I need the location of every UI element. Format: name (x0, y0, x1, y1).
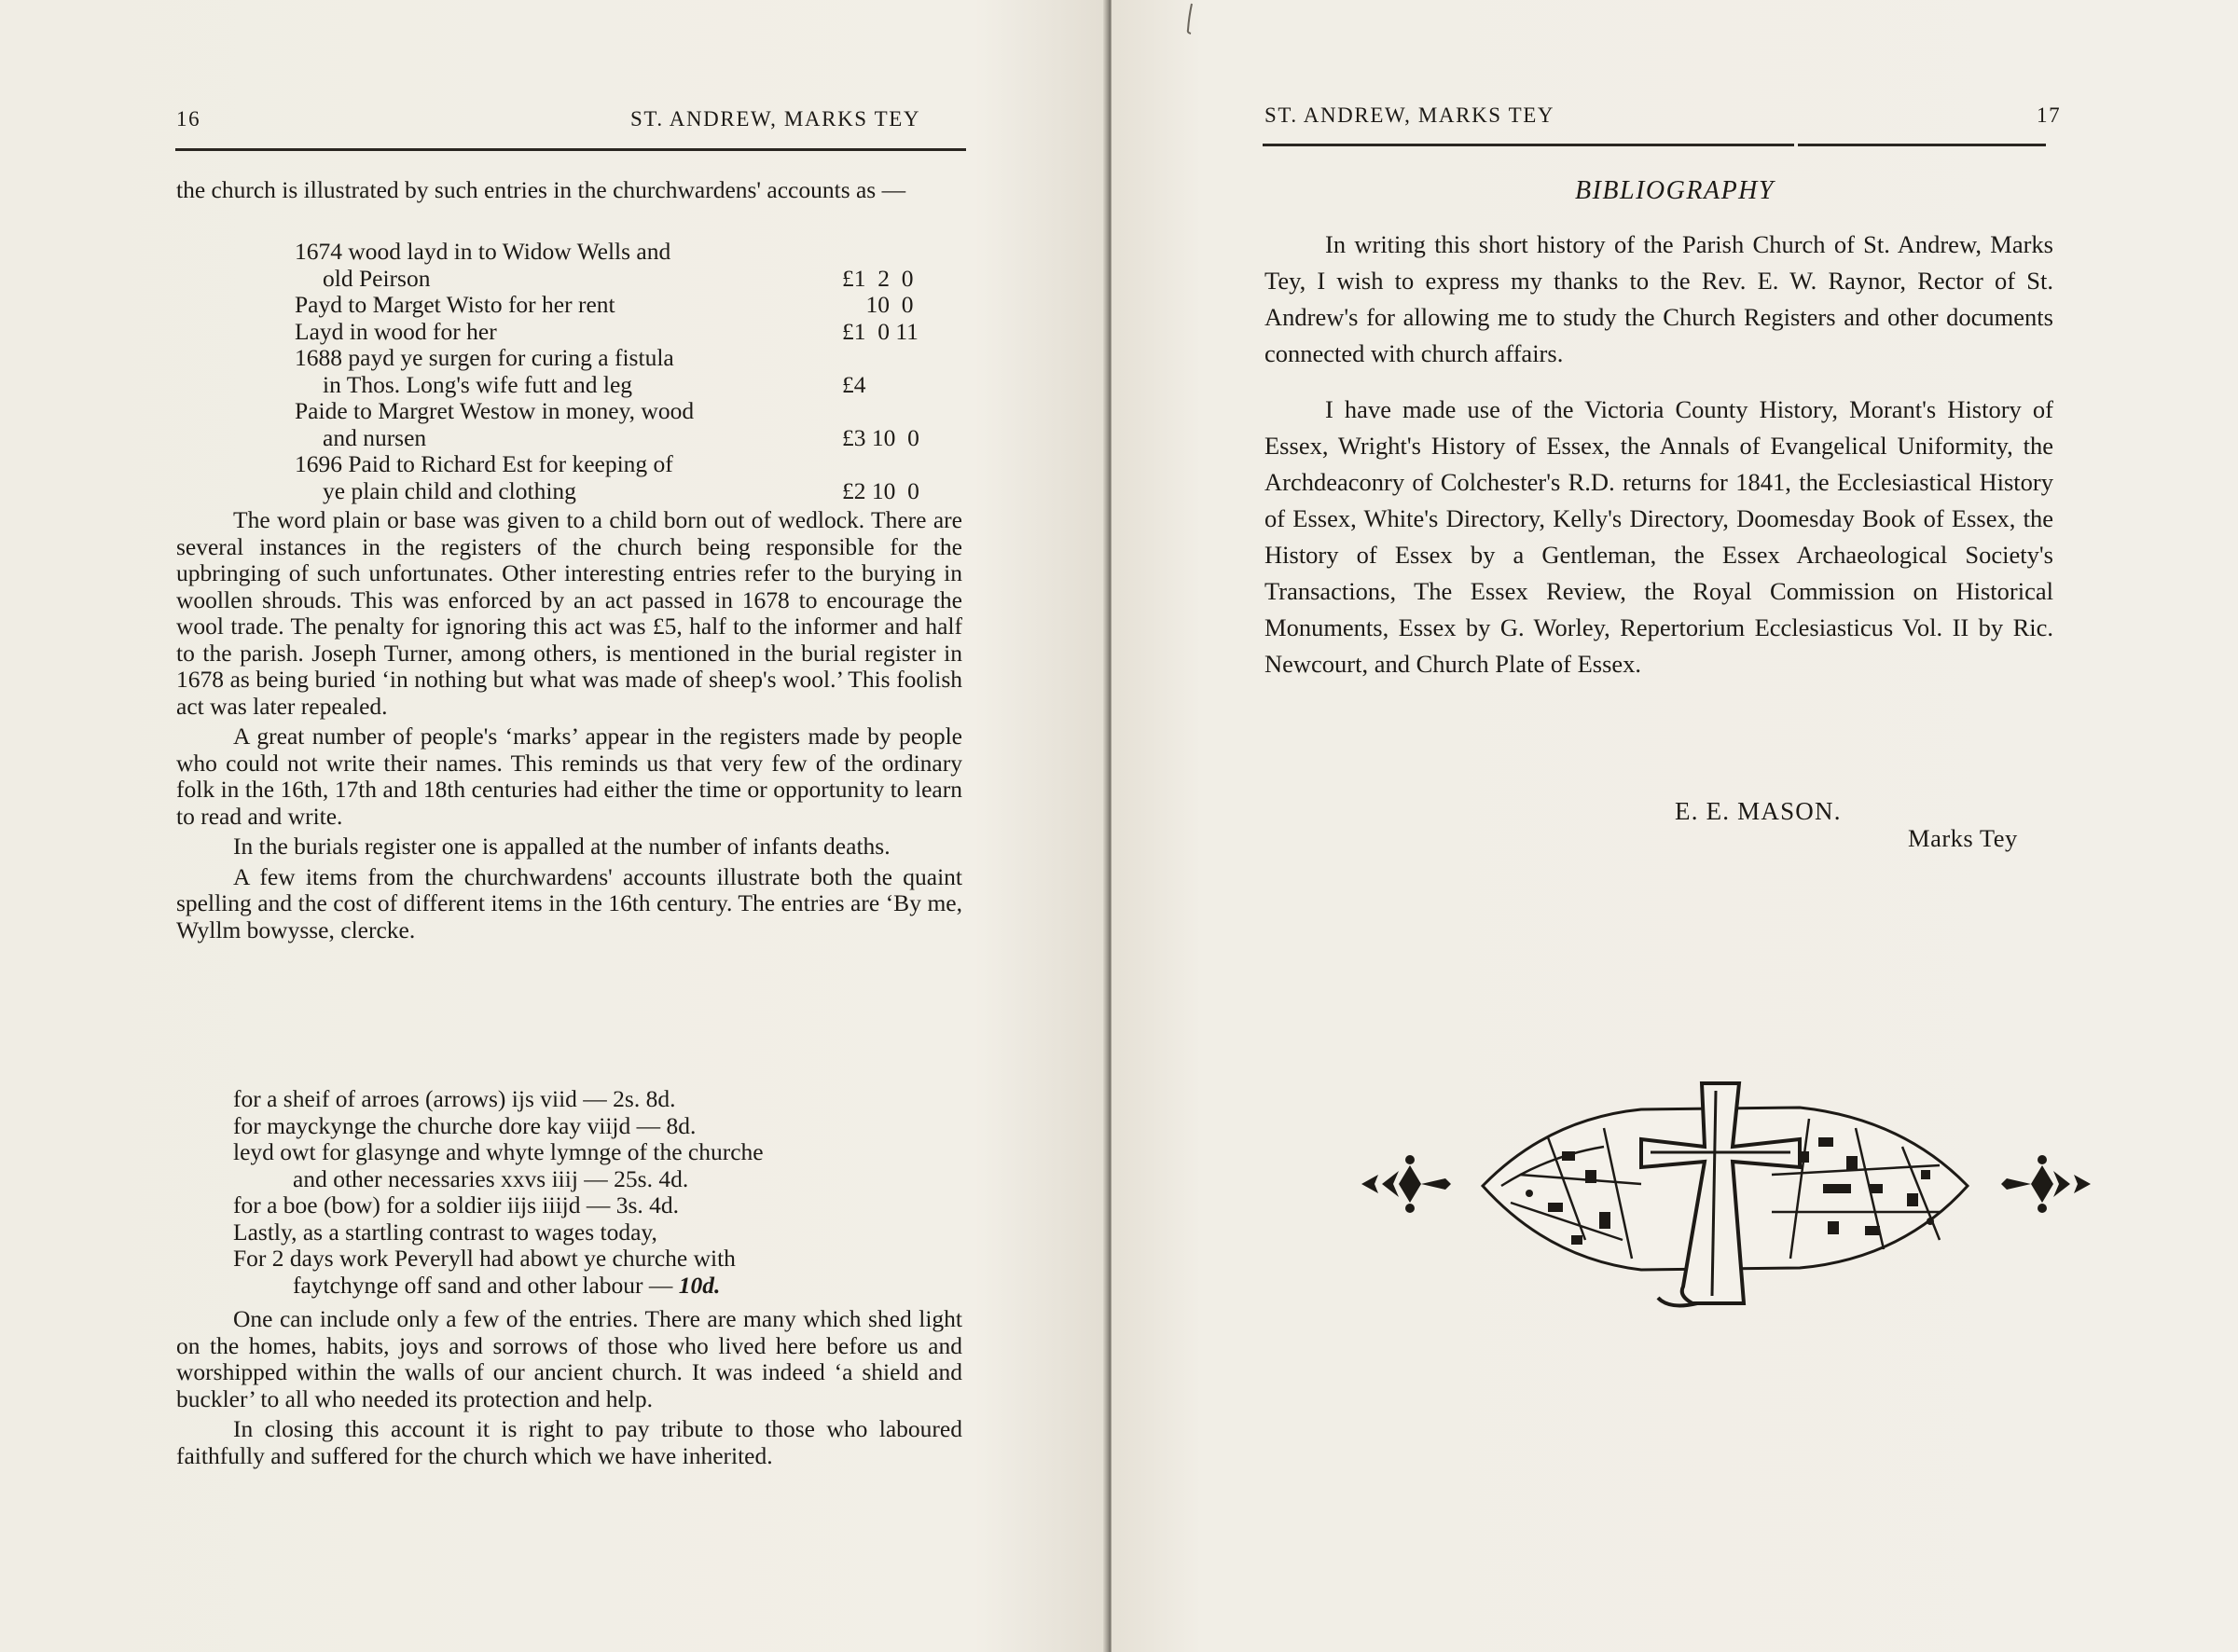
account-entry (295, 345, 966, 372)
account-description: in Thos. Long's wife futt and leg (323, 370, 633, 398)
account-amount: £1 0 11 (842, 317, 919, 345)
item-text: leyd owt for glasynge and whyte lymnge of the churche (233, 1138, 764, 1165)
item-text: For 2 days work Peveryll had abowt ye churche with (233, 1245, 736, 1272)
right-header-rule-right (1798, 144, 2046, 146)
right-page-number: 17 (2037, 103, 2062, 127)
account-entry (295, 478, 966, 505)
account-amount: £4 (842, 370, 866, 398)
account-entry (295, 239, 966, 266)
item-line (233, 1246, 970, 1273)
item-text: Lastly, as a startling contrast to wages today, (233, 1218, 657, 1246)
paragraph-items-intro: A few items from the churchwardens' accounts illustrate both the quaint spelling and the cost of different items in the 16th century. The entries are ‘By me, Wyllm bowysse, clercke. (176, 862, 962, 943)
paragraph-thanks: In writing this short history of the Parish Church of St. Andrew, Marks Tey, I wish to express my thanks to the Rev. E. W. Raynor, Rector of St. Andrew's for allowing me to study the Church Registers and other documents connected with church affairs. (1264, 230, 2053, 367)
item-emphasis: 10d. (678, 1271, 721, 1299)
left-header-rule (175, 148, 966, 151)
paragraph-marks: A great number of people's ‘marks’ appear in the registers made by people who could not write their names. This reminds us that very few of the ordinary folk in the 16th, 17th and 18th centuries had either the time or opportunity to learn to read and write. (176, 723, 962, 830)
account-entry (295, 451, 966, 478)
item-line (233, 1219, 970, 1246)
left-body-1 (176, 507, 962, 943)
account-description: 1688 payd ye surgen for curing a fistula (295, 344, 674, 371)
left-running-head: ST. ANDREW, MARKS TEY (630, 107, 921, 131)
item-text: for mayckynge the churche dore kay viijd — 8d. (233, 1111, 697, 1139)
account-entry (295, 319, 966, 346)
paragraph-closing: In closing this account it is right to pay tribute to those who laboured faithfully and suffered for the church which we have inherited. (176, 1415, 962, 1469)
item-line (233, 1192, 970, 1219)
item-line (233, 1166, 970, 1193)
account-description: Paide to Margret Westow in money, wood (295, 397, 695, 424)
accounts-list (295, 239, 966, 504)
account-amount: 10 0 (842, 291, 914, 318)
account-description: and nursen (323, 423, 427, 451)
pencil-mark (1183, 2, 1196, 35)
right-page (1112, 0, 2238, 1652)
paragraph-entries: One can include only a few of the entries. There are many which shed light on the homes, habits, joys and sorrows of those who lived here before us and worshipped within the walls of our ancient church. It was indeed ‘a shield and buckler’ to all who needed its protection and help. (176, 1305, 962, 1412)
item-text: for a boe (bow) for a soldier iijs iiijd — 3s. 4d. (233, 1191, 680, 1218)
left-body-2 (176, 1306, 962, 1469)
left-intro-block (176, 177, 962, 204)
paragraph-sources: I have made use of the Victoria County History, Morant's History of Essex, Wright's History of Essex, the Annals of Evangelical Uniformity, the Archdeaconry of Colchester's R.D. returns for 1841, the Ecclesiastical History of Essex, White's Directory, Kelly's Directory, Doomesday Book of Essex, the History of Essex by a Gentleman, the Essex Archaeological Society's Transactions, The Essex Review, the Royal Commission on Historical Monuments, Essex by G. Worley, Repertorium Ecclesiasticus Vol. II by Ric. Newcourt, and Church Plate of Essex. (1264, 395, 2053, 678)
account-amount: £2 10 0 (842, 476, 919, 504)
right-running-head: ST. ANDREW, MARKS TEY (1264, 103, 1555, 127)
item-line (233, 1273, 970, 1300)
account-description: Payd to Marget Wisto for her rent (295, 291, 615, 318)
church-cross-map-emblem (1361, 1081, 2091, 1315)
account-description: ye plain child and clothing (323, 476, 576, 504)
item-line (233, 1139, 970, 1166)
account-description: old Peirson (323, 264, 431, 292)
right-fleuron-icon (2001, 1155, 2091, 1213)
left-fleuron-icon (1361, 1155, 1451, 1213)
account-description: 1674 wood layd in to Widow Wells and (295, 238, 671, 265)
item-line (233, 1086, 970, 1113)
bibliography-text (1264, 227, 2053, 682)
account-entry (295, 372, 966, 399)
paragraph-plain-child: The word plain or base was given to a child born out of wedlock. There are several instances in the registers of the church being responsible for the upbringing of such unfortunates. Other interesting entries refer to the burying in woollen shrouds. This was enforced by an act passed in 1678 to encourage the wool trade. The penalty for ignoring this act was £5, half to the informer and half to the parish. Joseph Turner, among others, is mentioned in the burial register in 1678 as being buried ‘in nothing but what was made of sheep's wool.’ This foolish act was later repealed. (176, 506, 962, 720)
intro-paragraph: the church is illustrated by such entries in the churchwardens' accounts as — (176, 176, 906, 203)
left-page-number: 16 (176, 107, 201, 131)
item-line (233, 1113, 970, 1140)
account-amount: £3 10 0 (842, 423, 919, 451)
bibliography-heading: BIBLIOGRAPHY (1575, 176, 1775, 205)
author-name: E. E. MASON. (1675, 797, 1842, 825)
account-entry (295, 292, 966, 319)
left-page (0, 0, 1108, 1652)
account-entry (295, 425, 966, 452)
account-entry (295, 266, 966, 293)
right-header-rule-left (1263, 144, 1794, 146)
account-description: Layd in wood for her (295, 317, 497, 345)
item-text: faytchynge off sand and other labour — (293, 1271, 679, 1299)
item-text: for a sheif of arroes (arrows) ijs viid — 2s. 8d. (233, 1085, 676, 1112)
items-list (233, 1086, 970, 1299)
author-place: Marks Tey (1908, 824, 2018, 852)
paragraph-burials: In the burials register one is appalled at the number of infants deaths. (233, 833, 891, 860)
account-entry (295, 398, 966, 425)
account-amount: £1 2 0 (842, 264, 914, 292)
account-description: 1696 Paid to Richard Est for keeping of (295, 450, 673, 477)
item-text: and other necessaries xxvs iiij — 25s. 4d. (293, 1164, 689, 1192)
